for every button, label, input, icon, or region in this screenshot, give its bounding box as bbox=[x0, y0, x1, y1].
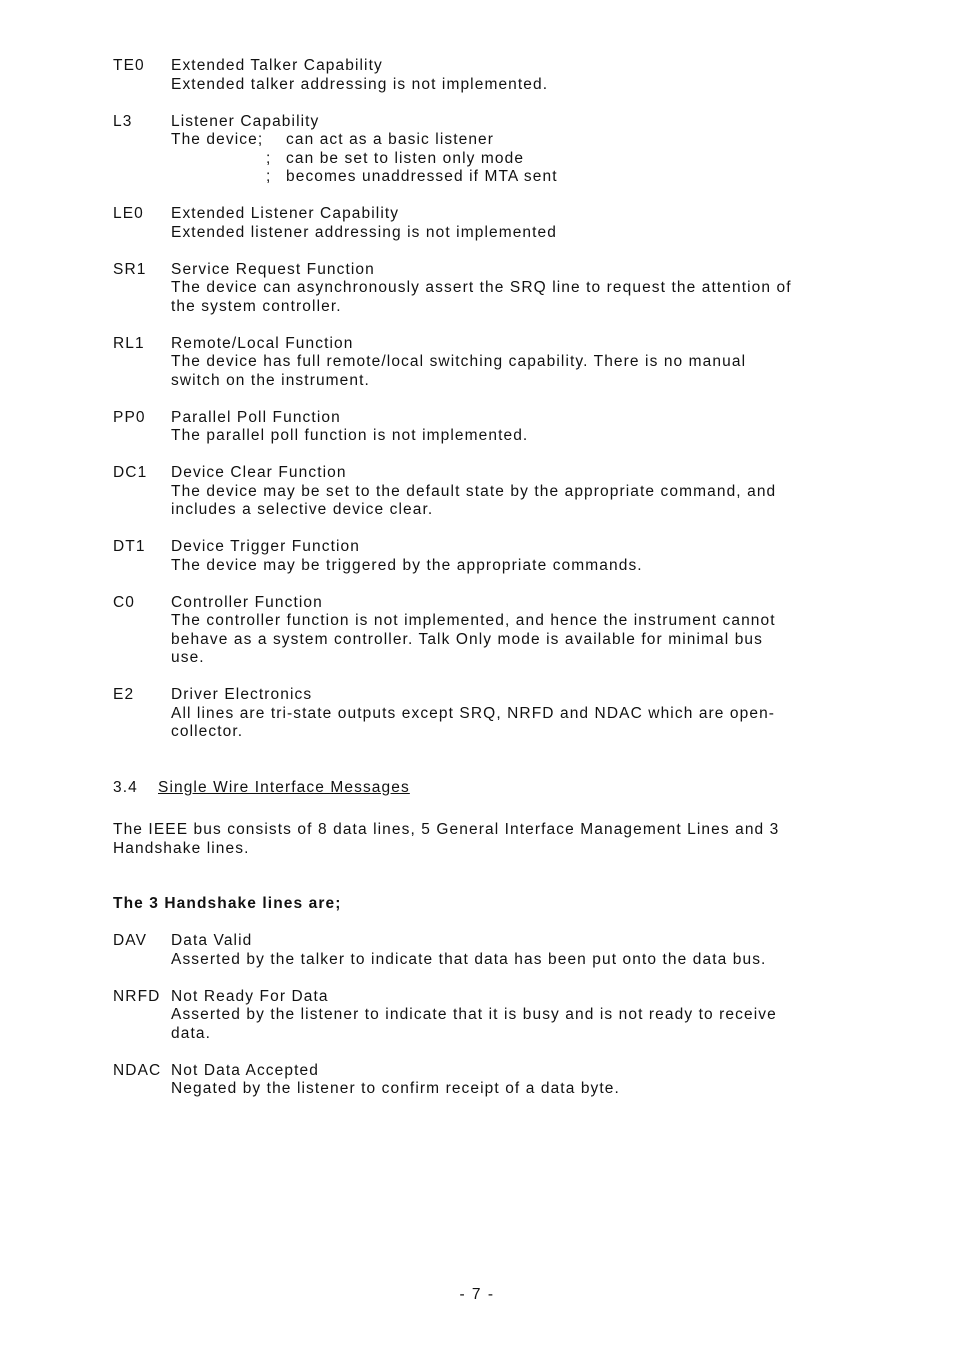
entry-code: DAV bbox=[113, 932, 148, 949]
entry-text: Extended talker addressing is not implemented. bbox=[171, 75, 549, 93]
entry-text: collector. bbox=[171, 723, 244, 740]
entry-text: switch on the instrument. bbox=[171, 371, 370, 389]
entry-code: PP0 bbox=[113, 408, 146, 426]
entry-l3 bbox=[113, 113, 873, 187]
entry-body bbox=[171, 988, 873, 1044]
entry-body bbox=[171, 205, 873, 242]
entry-e2 bbox=[113, 686, 873, 742]
entry-ndac bbox=[113, 1062, 873, 1099]
listener-row bbox=[171, 150, 873, 169]
entry-title: Not Ready For Data bbox=[171, 987, 329, 1005]
entry-title: Device Clear Function bbox=[171, 464, 347, 481]
listener-item: becomes unaddressed if MTA sent bbox=[286, 168, 558, 185]
entry-body bbox=[171, 409, 873, 446]
entry-body bbox=[171, 57, 873, 94]
entry-c0 bbox=[113, 594, 873, 668]
handshake-heading: The 3 Handshake lines are; bbox=[113, 895, 342, 912]
entry-body bbox=[171, 261, 873, 317]
document-page bbox=[113, 57, 873, 1117]
listener-semicolon: ; bbox=[266, 168, 272, 185]
entry-text: use. bbox=[171, 649, 205, 666]
entry-text: behave as a system controller. Talk Only mode is available for minimal bus bbox=[171, 630, 763, 648]
entry-title: Extended Listener Capability bbox=[171, 205, 400, 222]
entry-code: C0 bbox=[113, 593, 136, 611]
entry-dc1 bbox=[113, 464, 873, 520]
section-paragraph bbox=[113, 821, 873, 858]
entry-title: Device Trigger Function bbox=[171, 538, 360, 555]
listener-row bbox=[171, 131, 873, 150]
entry-title: Listener Capability bbox=[171, 112, 320, 130]
entry-title: Extended Talker Capability bbox=[171, 57, 383, 74]
entry-body bbox=[171, 538, 873, 575]
listener-row bbox=[171, 168, 873, 187]
entry-text: data. bbox=[171, 1024, 211, 1042]
entry-text: Negated by the listener to confirm receipt of a data byte. bbox=[171, 1080, 620, 1097]
entry-title: Controller Function bbox=[171, 593, 323, 611]
entry-code: SR1 bbox=[113, 260, 147, 278]
entry-code: DT1 bbox=[113, 538, 146, 555]
entry-title: Parallel Poll Function bbox=[171, 408, 341, 426]
entry-dav bbox=[113, 932, 873, 969]
page-number: - 7 - bbox=[459, 1286, 495, 1303]
entry-title: Driver Electronics bbox=[171, 686, 313, 703]
entry-sr1 bbox=[113, 261, 873, 317]
entry-body bbox=[171, 464, 873, 520]
entry-text: The device may be set to the default state by the appropriate command, and bbox=[171, 482, 777, 500]
entry-text: includes a selective device clear. bbox=[171, 501, 434, 518]
entry-dt1 bbox=[113, 538, 873, 575]
entry-title: Remote/Local Function bbox=[171, 334, 354, 352]
listener-item: can be set to listen only mode bbox=[286, 149, 525, 167]
entry-text: The controller function is not implemented, and hence the instrument cannot bbox=[171, 612, 776, 629]
entry-body bbox=[171, 686, 873, 742]
entry-text: Asserted by the listener to indicate that it is busy and is not ready to receive bbox=[171, 1006, 777, 1023]
entry-text: All lines are tri-state outputs except SRQ, NRFD and NDAC which are open- bbox=[171, 704, 776, 722]
entry-text: The device may be triggered by the appropriate commands. bbox=[171, 556, 643, 574]
entry-nrfd bbox=[113, 988, 873, 1044]
entry-code: LE0 bbox=[113, 205, 144, 222]
paragraph-line: The IEEE bus consists of 8 data lines, 5 General Interface Management Lines and 3 bbox=[113, 821, 780, 838]
entry-body bbox=[171, 932, 873, 969]
listener-semicolon: ; bbox=[266, 149, 272, 167]
paragraph-line: Handshake lines. bbox=[113, 839, 250, 857]
entry-body bbox=[171, 113, 873, 187]
entry-title: Data Valid bbox=[171, 932, 253, 949]
entry-body bbox=[171, 335, 873, 391]
entry-code: L3 bbox=[113, 112, 133, 130]
entry-body bbox=[171, 594, 873, 668]
entry-code: E2 bbox=[113, 686, 135, 703]
entry-body bbox=[171, 1062, 873, 1099]
entry-code: DC1 bbox=[113, 464, 148, 481]
entry-text: Asserted by the talker to indicate that data has been put onto the data bus. bbox=[171, 950, 767, 968]
entry-code: TE0 bbox=[113, 57, 145, 74]
entry-te0 bbox=[113, 57, 873, 94]
listener-item: can act as a basic listener bbox=[286, 131, 495, 148]
entry-text: The device has full remote/local switching capability. There is no manual bbox=[171, 353, 747, 370]
entry-rl1 bbox=[113, 335, 873, 391]
section-number: 3.4 bbox=[113, 778, 138, 796]
entry-le0 bbox=[113, 205, 873, 242]
entry-code: RL1 bbox=[113, 334, 145, 352]
entry-text: The parallel poll function is not implemented. bbox=[171, 427, 529, 444]
entry-pp0 bbox=[113, 409, 873, 446]
entry-text: the system controller. bbox=[171, 297, 342, 315]
entry-text: The device can asynchronously assert the SRQ line to request the attention of bbox=[171, 279, 792, 296]
section-title: Single Wire Interface Messages bbox=[158, 778, 410, 796]
entry-code: NDAC bbox=[113, 1061, 162, 1079]
entry-text: Extended listener addressing is not implemented bbox=[171, 223, 558, 241]
listener-lead: The device; bbox=[171, 131, 264, 148]
section-heading bbox=[113, 779, 873, 798]
entry-code: NRFD bbox=[113, 987, 161, 1005]
entry-title: Service Request Function bbox=[171, 260, 375, 278]
entry-title: Not Data Accepted bbox=[171, 1061, 319, 1079]
